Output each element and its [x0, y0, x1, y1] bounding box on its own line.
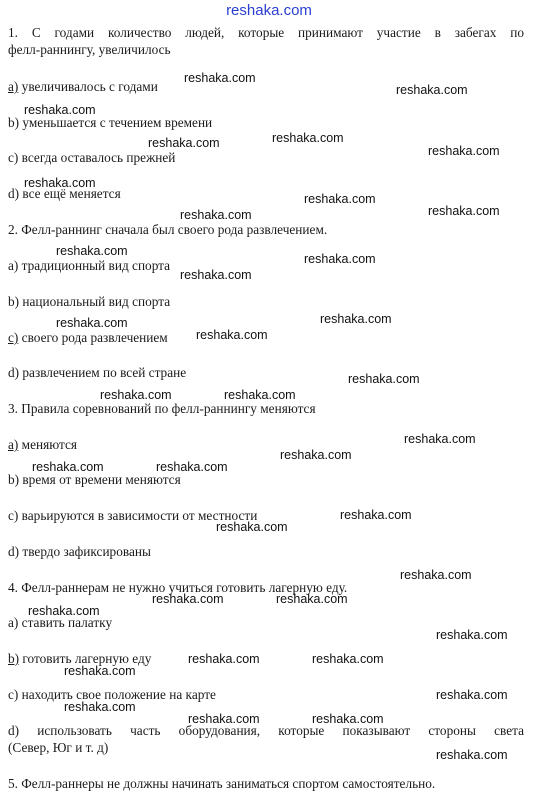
q4-option-a-letter: a): [8, 615, 19, 630]
q1-option-b-text: уменьшается с течением времени: [19, 115, 213, 130]
question-3-text: 3. Правила соревнований по фелл-раннингу меняются: [8, 401, 316, 416]
watermark: reshaka.com: [320, 312, 392, 326]
watermark: reshaka.com: [180, 268, 252, 282]
watermark: reshaka.com: [396, 83, 468, 97]
q4-option-b-letter: b): [8, 651, 20, 666]
q4-option-d-letter: d): [8, 723, 20, 738]
q3-option-d-letter: d): [8, 544, 20, 559]
q3-option-c-letter: c): [8, 508, 19, 523]
watermark: reshaka.com: [56, 244, 128, 258]
question-1-text-line-2: фелл-раннингу, увеличилось: [8, 42, 171, 57]
watermark: reshaka.com: [428, 204, 500, 218]
watermark: reshaka.com: [216, 520, 288, 534]
watermark: reshaka.com: [152, 592, 224, 606]
question-1-text-line-1: 1. С годами количество людей, которые принимают участие в забегах по: [8, 25, 524, 40]
q2-option-d-text: развлечением по всей стране: [19, 365, 187, 380]
watermark: reshaka.com: [28, 604, 100, 618]
watermark: reshaka.com: [56, 316, 128, 330]
watermark: reshaka.com: [100, 388, 172, 402]
watermark: reshaka.com: [312, 652, 384, 666]
watermark: reshaka.com: [340, 508, 412, 522]
watermark: reshaka.com: [188, 712, 260, 726]
q3-option-b-text: время от времени меняются: [19, 472, 181, 487]
watermark: reshaka.com: [156, 460, 228, 474]
watermark: reshaka.com: [180, 208, 252, 222]
q2-option-d: [8, 364, 524, 381]
watermark: reshaka.com: [196, 328, 268, 342]
q4-option-c-letter: c): [8, 687, 19, 702]
watermark: reshaka.com: [276, 592, 348, 606]
watermark: reshaka.com: [304, 252, 376, 266]
q3-option-c-text: варьируются в зависимости от местности: [18, 508, 258, 523]
watermark: reshaka.com: [280, 448, 352, 462]
watermark: reshaka.com: [148, 136, 220, 150]
q2-option-d-letter: d): [8, 365, 20, 380]
q2-option-a-text: традиционный вид спорта: [18, 258, 171, 273]
q2-option-b: [8, 293, 524, 310]
header-watermark: reshaka.com: [226, 2, 312, 19]
watermark: reshaka.com: [64, 700, 136, 714]
watermark: reshaka.com: [24, 176, 96, 190]
q1-option-d-letter: d): [8, 186, 20, 201]
watermark: reshaka.com: [32, 460, 104, 474]
watermark: reshaka.com: [400, 568, 472, 582]
q2-option-b-letter: b): [8, 294, 20, 309]
watermark: reshaka.com: [188, 652, 260, 666]
watermark: reshaka.com: [436, 748, 508, 762]
q1-option-c-letter: c): [8, 150, 19, 165]
q2-option-c-letter: c): [8, 330, 19, 345]
watermark: reshaka.com: [224, 388, 296, 402]
watermark: reshaka.com: [304, 192, 376, 206]
q2-option-a-letter: a): [8, 258, 19, 273]
q4-option-d-text: использовать часть оборудования, которые показывают стороны света: [19, 723, 524, 738]
watermark: reshaka.com: [64, 664, 136, 678]
q3-option-d: [8, 543, 524, 560]
question-4-text: 4. Фелл-раннерам не нужно учиться готовить лагерную еду.: [8, 580, 348, 595]
watermark: reshaka.com: [404, 432, 476, 446]
q1-option-a-letter: a): [8, 79, 19, 94]
watermark: reshaka.com: [428, 144, 500, 158]
q3-option-a-text: меняются: [18, 437, 77, 452]
watermark: reshaka.com: [436, 628, 508, 642]
q3-option-a-letter: a): [8, 437, 19, 452]
watermark: reshaka.com: [348, 372, 420, 386]
watermark: reshaka.com: [24, 103, 96, 117]
q4-option-c-text: находить свое положение на карте: [18, 687, 216, 702]
q2-option-c-text: своего рода развлечением: [18, 330, 168, 345]
watermark: reshaka.com: [272, 131, 344, 145]
watermark: reshaka.com: [184, 71, 256, 85]
q3-option-d-text: твердо зафиксированы: [19, 544, 151, 559]
q4-option-d-line-2: (Север, Юг и т. д): [8, 740, 109, 755]
q1-option-b-letter: b): [8, 115, 20, 130]
q1-option-d-text: все ещё меняется: [19, 186, 121, 201]
q1-option-c-text: всегда оставалось прежней: [18, 150, 176, 165]
watermark: reshaka.com: [436, 688, 508, 702]
q4-option-a-text: ставить палатку: [18, 615, 113, 630]
q4-option-d-line-1: [8, 722, 524, 739]
watermark: reshaka.com: [312, 712, 384, 726]
q2-option-b-text: национальный вид спорта: [19, 294, 171, 309]
q3-option-b-letter: b): [8, 472, 20, 487]
q1-option-a-text: увеличивалось с годами: [18, 79, 158, 94]
question-2-text: 2. Фелл-раннинг сначала был своего рода развлечением.: [8, 222, 328, 237]
q4-option-b-text: готовить лагерную еду: [19, 651, 152, 666]
question-5-text: 5. Фелл-раннеры не должны начинать заниматься спортом самостоятельно.: [8, 776, 436, 791]
q2-option-a: [8, 257, 524, 274]
